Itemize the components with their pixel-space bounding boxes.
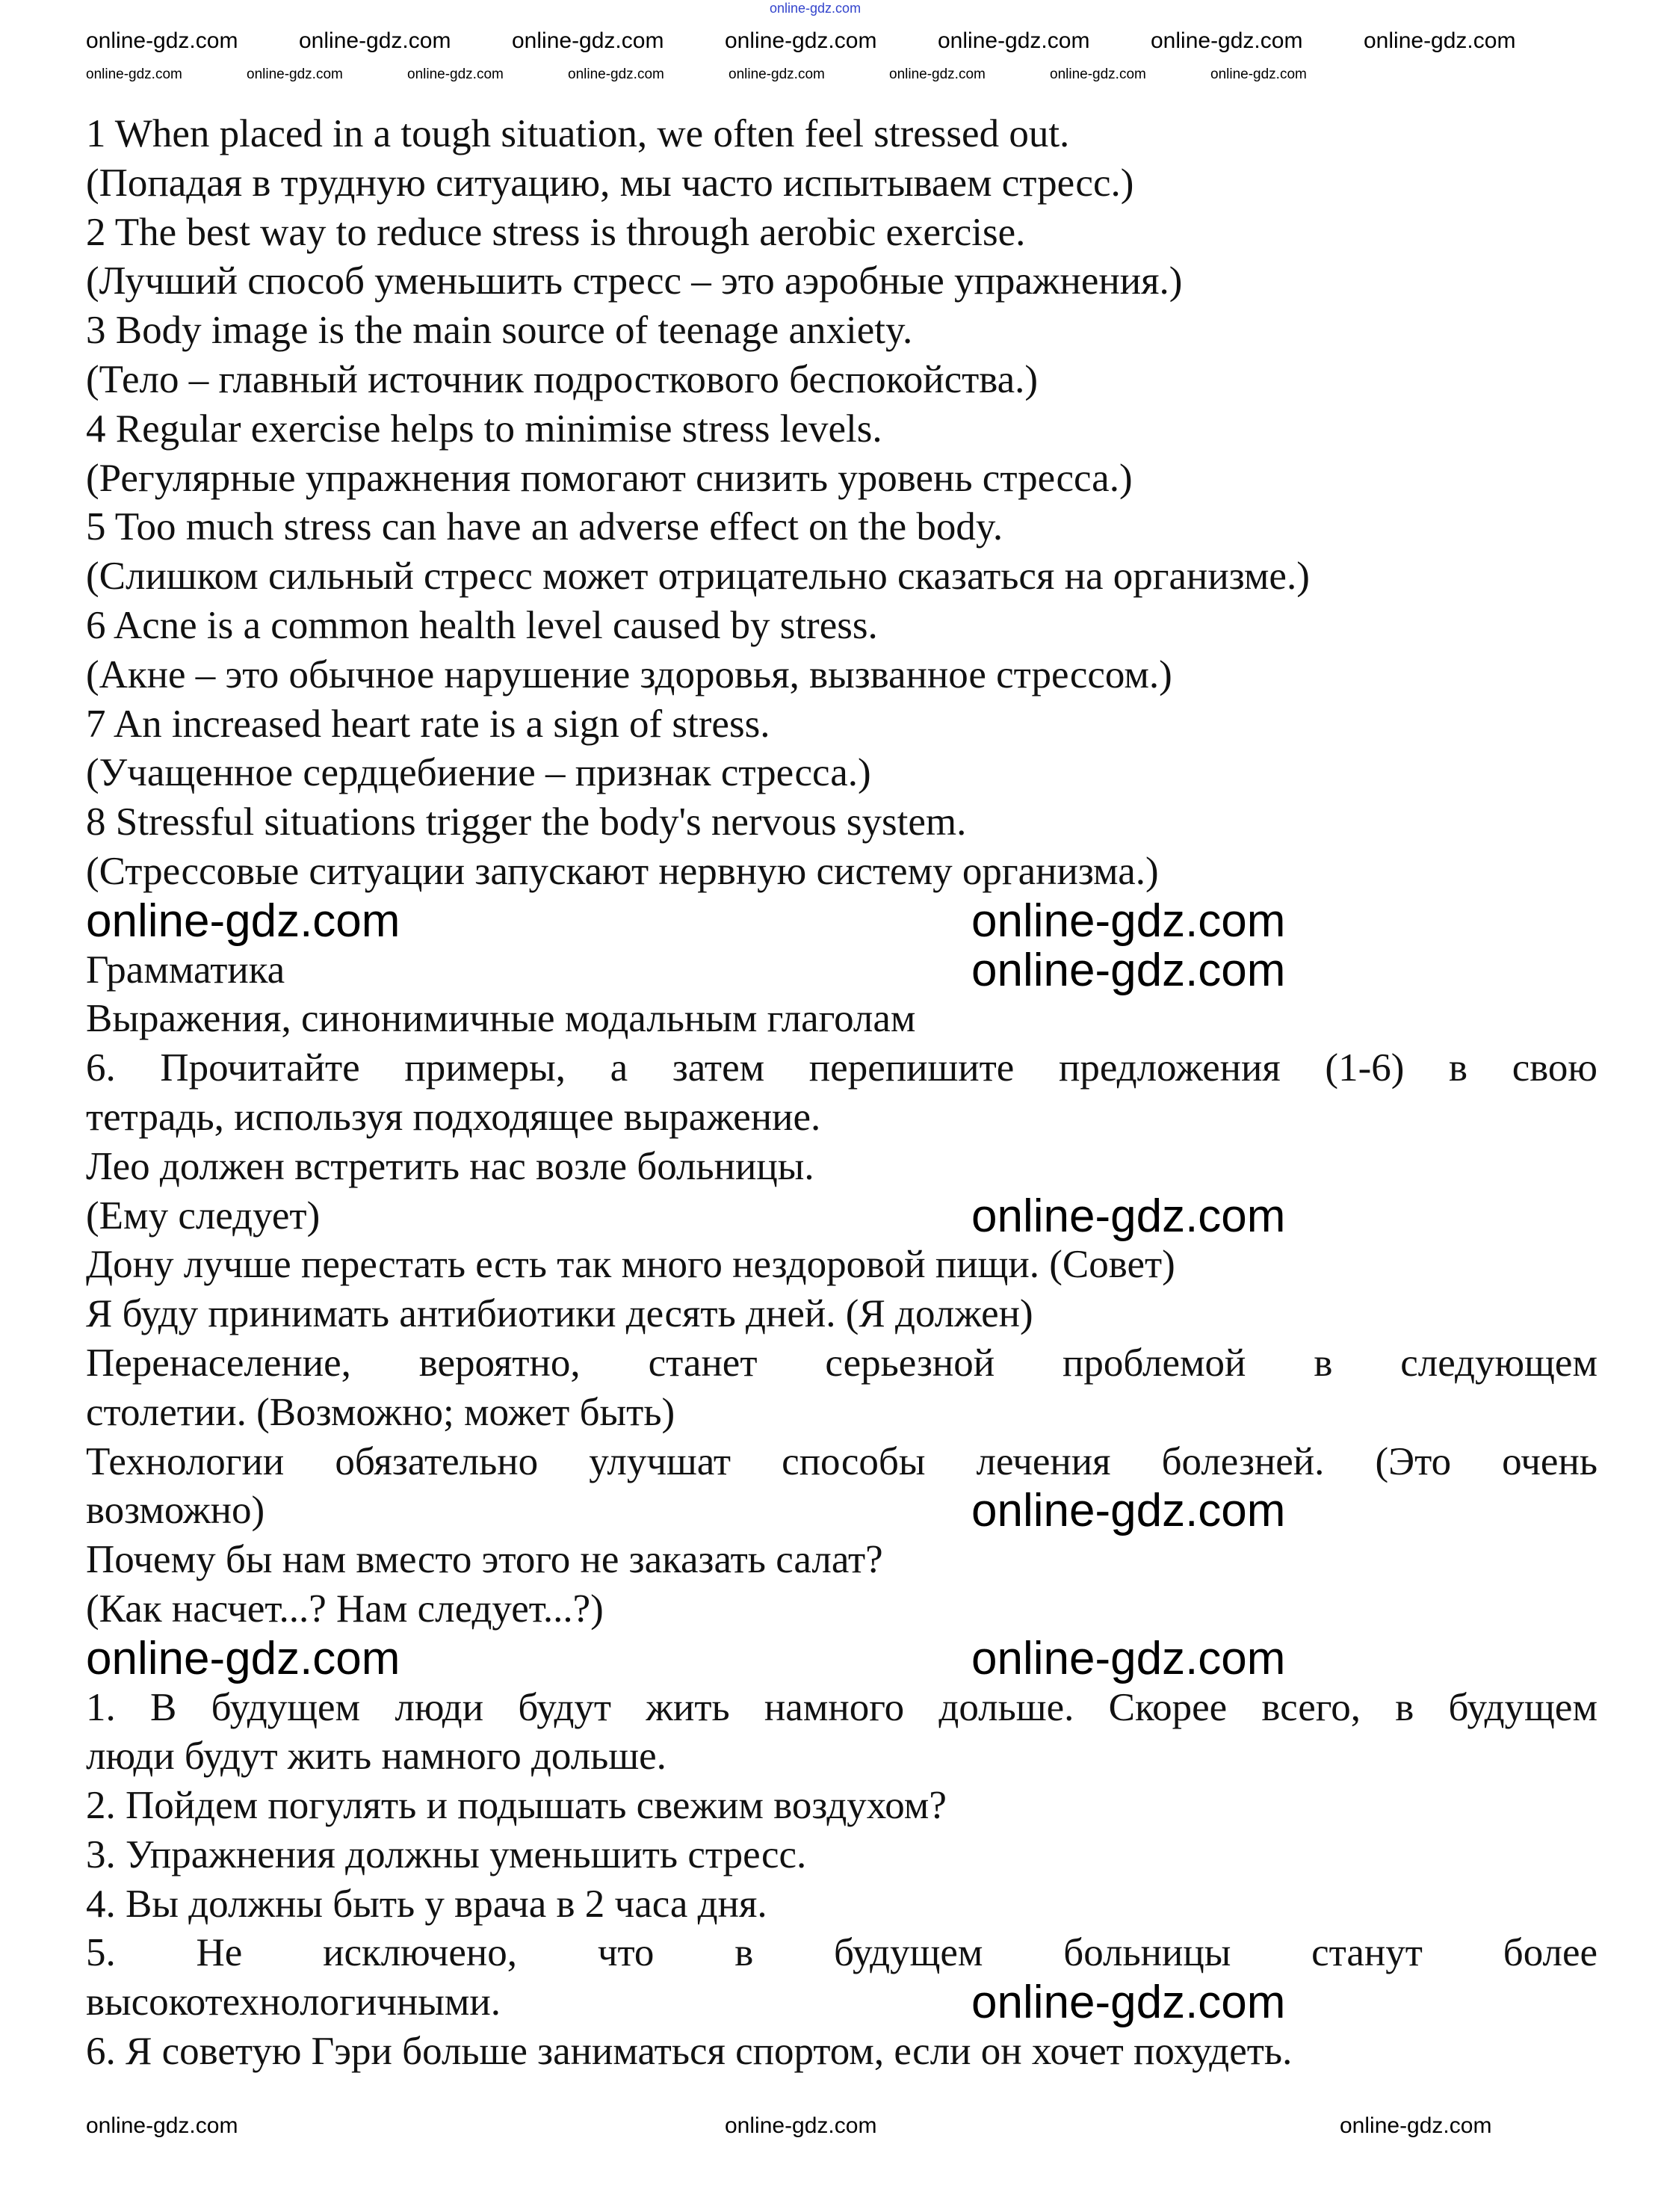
watermark: online-gdz.com (1050, 67, 1146, 82)
text-line: 1. В будущем люди будут жить намного дольше. Скорее всего, в будущем (86, 1685, 1597, 1729)
text-line: (Стрессовые ситуации запускают нервную систему организма.) (86, 849, 1159, 893)
text-line: Выражения, синонимичные модальным глаголам (86, 997, 916, 1041)
text-line: 2 The best way to reduce stress is through aerobic exercise. (86, 210, 1026, 254)
watermark: online-gdz.com (299, 28, 451, 53)
watermark: online-gdz.com (971, 1633, 1286, 1684)
watermark: online-gdz.com (1340, 2113, 1492, 2138)
watermark: online-gdz.com (971, 945, 1286, 996)
watermark: online-gdz.com (1364, 28, 1516, 53)
watermark: online-gdz.com (770, 1, 862, 16)
watermark: online-gdz.com (1151, 28, 1303, 53)
text-line: 6 Acne is a common health level caused by stress. (86, 603, 878, 647)
watermark: online-gdz.com (729, 67, 825, 82)
watermark: online-gdz.com (568, 67, 664, 82)
text-line: (Как насчет...? Нам следует...?) (86, 1587, 604, 1631)
text-line: (Попадая в трудную ситуацию, мы часто испытываем стресс.) (86, 161, 1134, 205)
watermark: online-gdz.com (86, 2113, 238, 2138)
text-line: столетии. (Возможно; может быть) (86, 1390, 675, 1434)
watermark: online-gdz.com (512, 28, 664, 53)
text-line: (Лучший способ уменьшить стресс – это аэробные упражнения.) (86, 259, 1183, 303)
text-line: Лео должен встретить нас возле больницы. (86, 1144, 814, 1188)
text-line: 1 When placed in a tough situation, we often feel stressed out. (86, 112, 1070, 155)
watermark: online-gdz.com (1210, 67, 1307, 82)
watermark: online-gdz.com (725, 28, 877, 53)
text-line: 6. Прочитайте примеры, а затем перепишите предложения (1-6) в свою (86, 1046, 1597, 1090)
watermark: online-gdz.com (86, 67, 182, 82)
text-line: (Учащенное сердцебиение – признак стресса.) (86, 751, 871, 795)
text-line: 4. Вы должны быть у врача в 2 часа дня. (86, 1882, 767, 1926)
text-line: (Регулярные упражнения помогают снизить уровень стресса.) (86, 456, 1133, 500)
text-line: тетрадь, используя подходящее выражение. (86, 1095, 821, 1139)
text-line: 4 Regular exercise helps to minimise stress levels. (86, 407, 882, 451)
text-line: (Ему следует) (86, 1193, 321, 1238)
text-line: 2. Пойдем погулять и подышать свежим воздухом? (86, 1784, 947, 1828)
text-line: 5. Не исключено, что в будущем больницы станут более (86, 1931, 1597, 1975)
text-line: (Акне – это обычное нарушение здоровья, вызванное стрессом.) (86, 652, 1172, 696)
text-line: высокотехнологичными. (86, 1980, 501, 2024)
text-line: 8 Stressful situations trigger the body's nervous system. (86, 800, 967, 844)
text-line: Почему бы нам вместо этого не заказать салат? (86, 1538, 883, 1582)
text-line: Грамматика (86, 948, 285, 992)
text-line: возможно) (86, 1489, 265, 1533)
watermark: online-gdz.com (86, 28, 238, 53)
text-line: люди будут жить намного дольше. (86, 1734, 666, 1779)
text-line: Я буду принимать антибиотики десять дней. (Я должен) (86, 1292, 1033, 1336)
text-line: 3. Упражнения должны уменьшить стресс. (86, 1832, 807, 1876)
text-line: 7 An increased heart rate is a sign of stress. (86, 702, 770, 746)
text-line: Перенаселение, вероятно, станет серьезной проблемой в следующем (86, 1341, 1597, 1385)
watermark: online-gdz.com (971, 1977, 1286, 2028)
text-line: 6. Я советую Гэри больше заниматься спортом, если он хочет похудеть. (86, 2030, 1293, 2074)
text-line: (Слишком сильный стресс может отрицательно сказаться на организме.) (86, 554, 1310, 599)
text-line: 5 Too much stress can have an adverse effect on the body. (86, 505, 1003, 549)
watermark: online-gdz.com (971, 1485, 1286, 1536)
watermark: online-gdz.com (971, 895, 1286, 947)
watermark: online-gdz.com (938, 28, 1090, 53)
watermark: online-gdz.com (247, 67, 343, 82)
watermark: online-gdz.com (971, 1190, 1286, 1242)
text-line: Технологии обязательно улучшат способы лечения болезней. (Это очень (86, 1439, 1597, 1483)
watermark: online-gdz.com (86, 895, 400, 947)
text-line: 3 Body image is the main source of teenage anxiety. (86, 309, 913, 353)
text-line: Дону лучше перестать есть так много нездоровой пищи. (Совет) (86, 1243, 1175, 1287)
watermark: online-gdz.com (725, 2113, 877, 2138)
watermark: online-gdz.com (86, 1633, 400, 1684)
watermark: online-gdz.com (407, 67, 504, 82)
text-line: (Тело – главный источник подросткового беспокойства.) (86, 357, 1039, 401)
watermark: online-gdz.com (889, 67, 986, 82)
document-body (86, 110, 1597, 2077)
